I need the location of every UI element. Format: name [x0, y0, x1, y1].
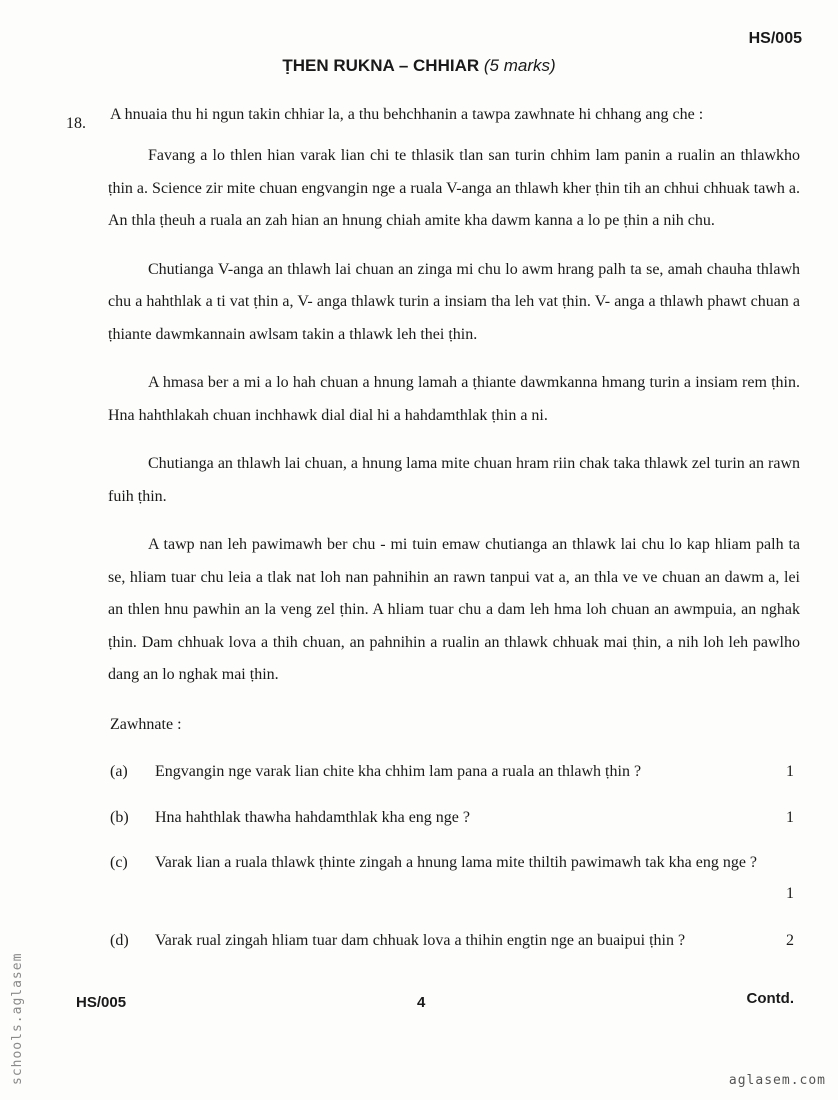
subquestion-marks: 1 [786, 885, 794, 902]
side-watermark: schools.aglasem [10, 952, 25, 1085]
paper-code-top: HS/005 [748, 30, 802, 47]
passage [108, 140, 800, 708]
subquestion-label: (d) [110, 932, 129, 949]
subquestion-text: Engvangin nge varak lian chite kha chhim lam pana a ruala an thlawh ṭhin ? [155, 763, 642, 780]
subquestion-text: Varak rual zingah hliam tuar dam chhuak lova a thihin engtin nge an buaipui ṭhin ? [155, 932, 686, 949]
subquestion-label: (b) [110, 809, 129, 826]
subquestion-text: Varak lian a ruala thlawk ṭhinte zingah a hnung lama mite thiltih pawimawh tak kha eng nge ? [155, 854, 758, 871]
subquestion-text: Hna hahthlak thawha hahdamthlak kha eng nge ? [155, 809, 470, 826]
section-marks: (5 marks) [483, 56, 556, 75]
questions-label: Zawhnate : [110, 716, 182, 733]
section-title [0, 56, 838, 76]
question-number: 18. [66, 115, 86, 132]
passage-paragraph: A hmasa ber a mi a lo hah chuan a hnung lamah a ṭhiante dawmkanna hmang turin a insiam rem ṭhin. Hna hahthlakah chuan inchhawk dial dial hi a hahdamthlak ṭhin a ni. [108, 374, 800, 424]
page-number: 4 [417, 994, 426, 1011]
continued-label: Contd. [746, 990, 794, 1007]
passage-paragraph: A tawp nan leh pawimawh ber chu - mi tuin emaw chutianga an thlawk lai chu lo kap hliam palh ta se, hliam tuar chu leia a tlak nat loh nan pahnihin an rawn tanpui vat a, an thla ve ve chuan an dawm a, lei an thlen hnu pawhin an la veng zel ṭhin. A hliam tuar chu a dam leh hma loh chuan an awmpuia, an nghak ṭhin. Dam chhuak lova a thih chuan, an pahnihin a rualin an thlawk chhuak mai ṭhin, a nih loh leh pawlho dang an lo nghak mai ṭhin. [108, 536, 800, 683]
subquestion-marks: 1 [786, 809, 794, 826]
passage-paragraph: Chutianga V-anga an thlawh lai chuan an zinga mi chu lo awm hrang palh ta se, amah chauha thlawh chu a hahthlak a ti vat ṭhin a, V- anga thlawk turin a insiam tha leh vat ṭhin. V- anga a thlawh phawt chuan a ṭhiante dawmkannain awlsam takin a thlawk leh thei ṭhin. [108, 260, 800, 343]
passage-paragraph: Chutianga an thlawh lai chuan, a hnung lama mite chuan hram riin chak taka thlawk zel turin an rawn fuih ṭhin. [108, 455, 800, 505]
subquestion-marks: 2 [786, 932, 794, 949]
subquestion-label: (c) [110, 854, 128, 871]
section-title-text: ṬHEN RUKNA – CHHIAR [282, 56, 480, 75]
question-instruction: A hnuaia thu hi ngun takin chhiar la, a thu behchhanin a tawpa zawhnate hi chhang ang che : [110, 106, 704, 123]
subquestion-marks: 1 [786, 763, 794, 780]
subquestion-label: (a) [110, 763, 128, 780]
bottom-watermark: aglasem.com [728, 1073, 826, 1088]
paper-code-footer: HS/005 [76, 994, 127, 1011]
passage-paragraph: Favang a lo thlen hian varak lian chi te thlasik tlan san turin chhim lam panin a rualin an thlawkho ṭhin a. Science zir mite chuan engvangin nge a ruala V-anga an thlawh kher ṭhin tih an chhui chhuak tawh a. An thla ṭheuh a ruala an zah hian an hnung chiah amite kha dawm kanna a lo pe ṭhin a nih chu. [108, 147, 800, 229]
